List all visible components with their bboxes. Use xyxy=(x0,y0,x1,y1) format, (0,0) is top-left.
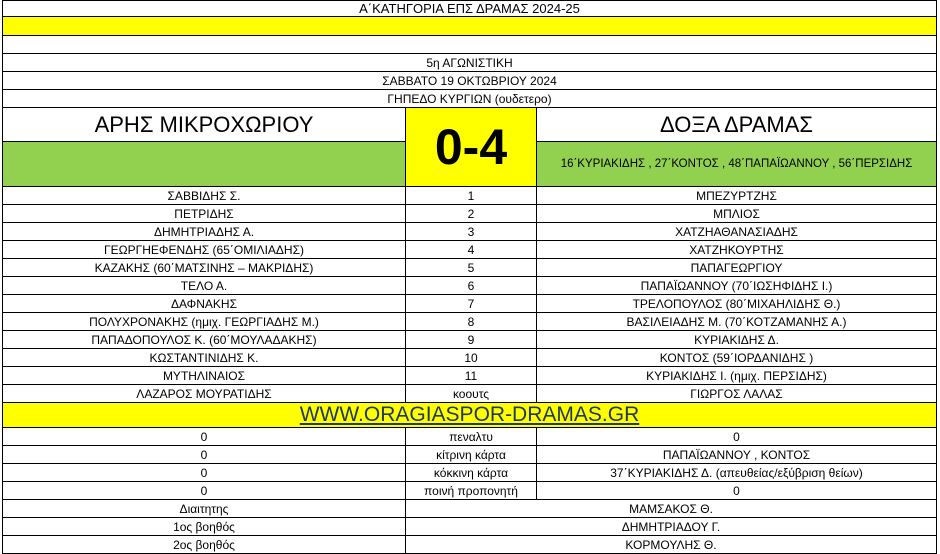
away-scorers: 16΄ΚΥΡΙΑΚΙΔΗΣ , 27΄ΚΟΝΤΟΣ , 48΄ΠΑΠΑΪΩΑΝΝΟΥ , 56΄ΠΕΡΣΙΔΗΣ xyxy=(537,142,936,186)
away-player: ΚΟΝΤΟΣ (59΄ΙΟΡΔΑΝΙΔΗΣ ) xyxy=(659,350,814,365)
home-green-band xyxy=(3,142,405,186)
home-team-name: ΑΡΗΣ ΜΙΚΡΟΧΩΡΙΟΥ xyxy=(3,108,405,142)
home-player: ΠΕΤΡΙΔΗΣ xyxy=(3,205,406,222)
lineup-row xyxy=(2,241,937,259)
away-player: ΠΑΠΑΪΩΑΝΝΟΥ (70΄ΙΩΣΗΦΙΔΗΣ Ι.) xyxy=(640,278,833,293)
home-player: ΛΑΖΑΡΟΣ ΜΟΥΡΑΤΙΔΗΣ xyxy=(3,385,406,402)
league-title: Α΄ΚΑΤΗΓΟΡΙΑ ΕΠΣ ΔΡΑΜΑΣ 2024-25 xyxy=(2,0,937,17)
home-player: ΜΥΤΗΛΙΝΑΙΟΣ xyxy=(3,367,406,384)
lineup-row xyxy=(2,385,937,403)
official-row xyxy=(2,518,937,536)
lineup-row xyxy=(2,277,937,295)
officials-table xyxy=(2,500,937,554)
match-date: ΣΑΒΒΑΤΟ 19 ΟΚΤΩΒΡΙΟΥ 2024 xyxy=(2,72,937,90)
stat-row xyxy=(2,464,937,482)
official-row xyxy=(2,500,937,518)
lineup-row xyxy=(2,187,937,205)
away-team-name: ΔΟΞΑ ΔΡΑΜΑΣ xyxy=(537,108,936,142)
home-player: ΣΑΒΒΙΔΗΣ Σ. xyxy=(3,187,406,204)
away-player: ΧΑΤΖΗΚΟΥΡΤΗΣ xyxy=(689,242,784,257)
match-report-sheet xyxy=(2,0,937,554)
shirt-number: 5 xyxy=(406,259,537,276)
official-name: ΜΑΜΣΑΚΟΣ Θ. xyxy=(629,501,713,516)
stat-label: κόκκινη κάρτα xyxy=(406,464,537,481)
shirt-number: 7 xyxy=(406,295,537,312)
home-stat: 0 xyxy=(3,482,406,499)
away-player: ΜΠΕΖΥΡΤΖΗΣ xyxy=(696,188,777,203)
lineup-row xyxy=(2,223,937,241)
home-stat: 0 xyxy=(3,428,406,445)
shirt-number: 6 xyxy=(406,277,537,294)
shirt-number: 8 xyxy=(406,313,537,330)
home-player: ΠΑΠΑΔΟΠΟΥΛΟΣ Κ. (60΄ΜΟΥΛΑΔΑΚΗΣ) xyxy=(3,331,406,348)
stat-row xyxy=(2,482,937,500)
stat-label: κίτρινη κάρτα xyxy=(406,446,537,463)
away-player: ΜΠΛΙΟΣ xyxy=(713,206,760,221)
official-role: Διαιτητης xyxy=(3,500,406,517)
lineup-row xyxy=(2,313,937,331)
match-stats-table xyxy=(2,428,937,500)
round-label: 5η ΑΓΩΝΙΣΤΙΚΗ xyxy=(2,54,937,72)
stat-row xyxy=(2,446,937,464)
yellow-band xyxy=(2,17,937,36)
home-player: ΓΕΩΡΓΗΕΦΕΝΔΗΣ (65΄ΟΜΙΛΙΑΔΗΣ) xyxy=(3,241,406,258)
lineup-row xyxy=(2,295,937,313)
stat-label: πεναλτυ xyxy=(406,428,537,445)
official-name: ΚΟΡΜΟΥΛΗΣ Θ. xyxy=(625,537,717,552)
away-stat: 37΄ΚΥΡΙΑΚΙΔΗΣ Δ. (απευθείας/εξύβριση θείων) xyxy=(610,465,863,480)
lineup-row xyxy=(2,205,937,223)
lineup-row xyxy=(2,331,937,349)
home-player: ΔΗΜΗΤΡΙΑΔΗΣ Α. xyxy=(3,223,406,240)
final-score: 0-4 xyxy=(406,108,537,186)
official-row xyxy=(2,536,937,554)
stat-row xyxy=(2,428,937,446)
shirt-number: 1 xyxy=(406,187,537,204)
home-player: ΔΑΦΝΑΚΗΣ xyxy=(3,295,406,312)
away-stat: 0 xyxy=(733,429,740,444)
away-player: ΚΥΡΙΑΚΙΔΗΣ Δ. xyxy=(694,332,779,347)
away-player: ΚΥΡΙΑΚΙΔΗΣ Ι. (ημιχ. ΠΕΡΣΙΔΗΣ) xyxy=(646,368,827,383)
shirt-number: 9 xyxy=(406,331,537,348)
away-player: ΧΑΤΖΗΑΘΑΝΑΣΙΑΔΗΣ xyxy=(675,224,798,239)
away-stat: 0 xyxy=(733,483,740,498)
home-player: ΤΕΛΟ Α. xyxy=(3,277,406,294)
away-stat: ΠΑΠΑΪΩΑΝΝΟΥ , ΚΟΝΤΟΣ xyxy=(662,447,811,462)
shirt-number: 3 xyxy=(406,223,537,240)
venue-label: ΓΗΠΕΔΟ ΚΥΡΓΙΩΝ (ουδετερο) xyxy=(2,90,937,108)
shirt-number: 11 xyxy=(406,367,537,384)
shirt-number: κοουτς xyxy=(406,385,537,402)
home-stat: 0 xyxy=(3,446,406,463)
shirt-number: 2 xyxy=(406,205,537,222)
home-stat: 0 xyxy=(3,464,406,481)
away-player: ΓΙΩΡΓΟΣ ΛΑΛΑΣ xyxy=(690,386,783,401)
stat-label: ποινή προπονητή xyxy=(406,482,537,499)
away-player: ΒΑΣΙΛΕΙΑΔΗΣ Μ. (70΄ΚΟΤΖΑΜΑΝΗΣ Α.) xyxy=(626,314,847,329)
official-role: 1ος βοηθός xyxy=(3,518,406,535)
lineup-row xyxy=(2,259,937,277)
away-player: ΤΡΕΛΟΠΟΥΛΟΣ (80΄ΜΙΧΑΗΛΙΔΗΣ Θ.) xyxy=(632,296,841,311)
shirt-number: 10 xyxy=(406,349,537,366)
score-block xyxy=(2,108,937,187)
website-banner xyxy=(2,403,937,428)
official-name: ΔΗΜΗΤΡΙΑΔΟΥ Γ. xyxy=(621,519,721,534)
home-player: ΚΑΖΑΚΗΣ (60΄ΜΑΤΣΙΝΗΣ – ΜΑΚΡΙΔΗΣ) xyxy=(3,259,406,276)
spacer-row xyxy=(2,36,937,54)
lineup-row xyxy=(2,349,937,367)
shirt-number: 4 xyxy=(406,241,537,258)
lineups-table xyxy=(2,187,937,403)
home-player: ΚΩΣΤΑΝΤΙΝΙΔΗΣ Κ. xyxy=(3,349,406,366)
website-link[interactable]: WWW.ORAGIASPOR-DRAMAS.GR xyxy=(299,403,640,426)
away-player: ΠΑΠΑΓΕΩΡΓΙΟΥ xyxy=(690,260,783,275)
lineup-row xyxy=(2,367,937,385)
home-player: ΠΟΛΥΧΡΟΝΑΚΗΣ (ημιχ. ΓΕΩΡΓΙΑΔΗΣ Μ.) xyxy=(3,313,406,330)
official-role: 2ος βοηθός xyxy=(3,536,406,553)
